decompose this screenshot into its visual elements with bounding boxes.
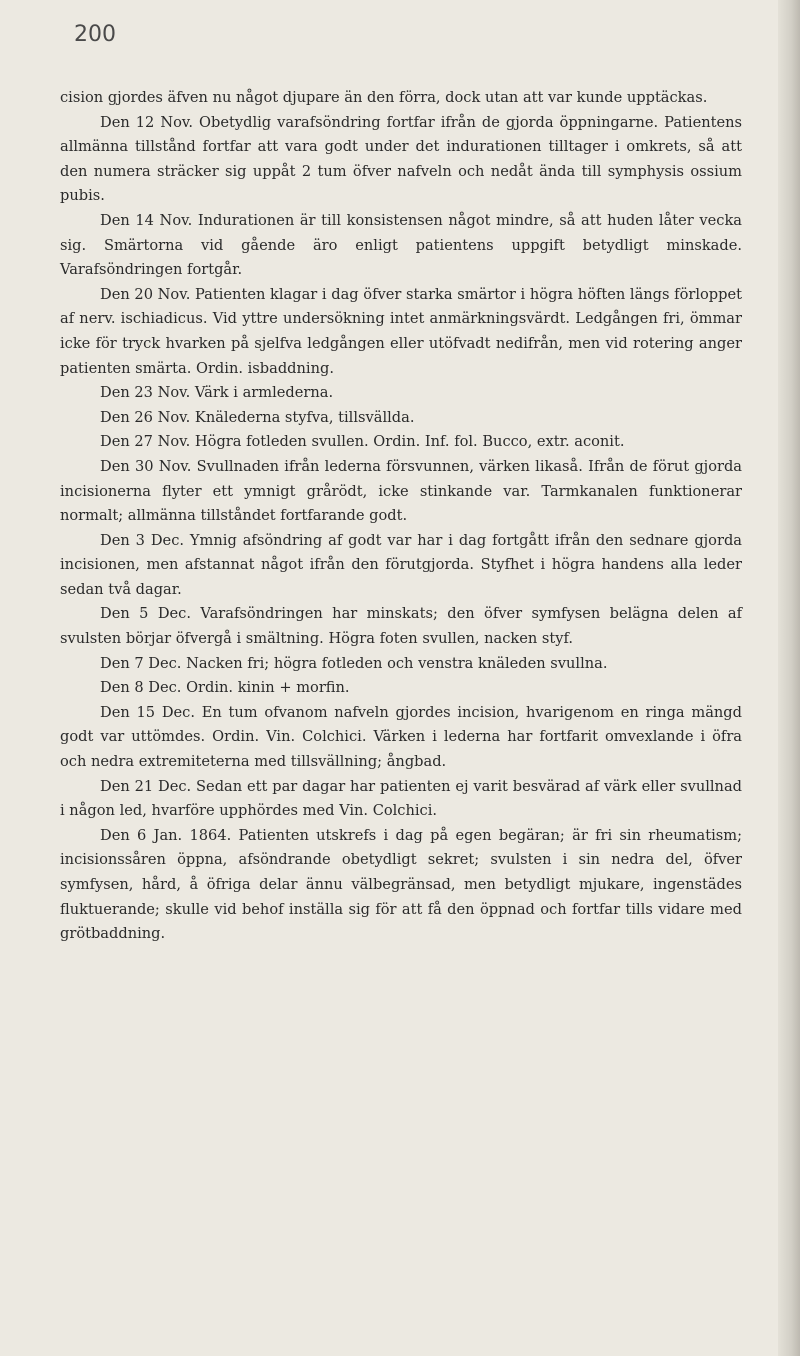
paragraph: Den 14 Nov. Indurationen är till konsistensen något mindre, så att huden låter vecka sig. Smärtorna vid gående äro enligt patientens uppgift betydligt minskade. Varafsöndringen fortgår.	[60, 211, 742, 279]
paragraph: Den 27 Nov. Högra fotleden svullen. Ordin. Inf. fol. Bucco, extr. aconit.	[100, 433, 625, 451]
paragraph: Den 3 Dec. Ymnig afsöndring af godt var har i dag fortgått ifrån den sednare gjorda incisionen, men afstannat något ifrån den förutgjorda. Styfhet i högra handens alla leder sedan två dagar.	[60, 531, 742, 598]
paragraph: Den 5 Dec. Varafsöndringen har minskats; den öfver symfysen belägna delen af svulsten börjar öfvergå i smältning. Högra foten svullen, nacken styf.	[60, 605, 742, 648]
paragraph: cision gjordes äfven nu något djupare än den förra, dock utan att var kunde upptäckas.	[60, 89, 708, 106]
paragraph: Den 21 Dec. Sedan ett par dagar har patienten ej varit besvärad af värk eller svullnad i någon led, hvarföre upphördes med Vin. Colchici.	[60, 777, 742, 820]
paragraph: Den 20 Nov. Patienten klagar i dag öfver starka smärtor i högra höften längs förloppet af nerv. ischiadicus. Vid yttre undersökning intet anmärkningsvärdt. Ledgången fri, ömmar icke för tryck hvarken på sjelfva ledgången eller utöfvadt nedifrån, men vid rotering anger patienten smärta. Ordin. isbaddning.	[60, 285, 742, 377]
paragraph: Den 15 Dec. En tum ofvanom nafveln gjordes incision, hvarigenom en ringa mängd godt var uttömdes. Ordin. Vin. Colchici. Värken i lederna har fortfarit omvexlande i öfra och nedra extremiteterna med tillsvällning; ångbad.	[60, 703, 742, 771]
paragraph: Den 26 Nov. Knälederna styfva, tillsvällda.	[100, 408, 415, 426]
paragraph: Den 8 Dec. Ordin. kinin + morfin.	[100, 679, 350, 697]
page-edge	[778, 0, 800, 1356]
paragraph: Den 23 Nov. Värk i armlederna.	[100, 384, 334, 402]
page-number: 200	[74, 22, 116, 47]
paragraph: Den 12 Nov. Obetydlig varafsöndring fortfar ifrån de gjorda öppningarne. Patientens allmänna tillstånd fortfar att vara godt under det indurationen tilltager i omkrets, så att den numera sträcker sig uppåt 2 tum öfver nafveln och nedåt ända till symphysis ossium pubis.	[60, 113, 742, 205]
paragraph: Den 30 Nov. Svullnaden ifrån lederna försvunnen, värken likaså. Ifrån de förut gjorda incisionerna flyter ett ymnigt grårödt, icke stinkande var. Tarmkanalen funktionerar normalt; allmänna tillståndet fortfarande godt.	[60, 457, 742, 525]
paragraph: Den 7 Dec. Nacken fri; högra fotleden och venstra knäleden svullna.	[100, 654, 608, 672]
paragraph: Den 6 Jan. 1864. Patienten utskrefs i dag på egen begäran; är fri sin rheumatism; incisionssåren öppna, afsöndrande obetydligt sekret; svulsten i sin nedra del, öfver symfysen, hård, å öfriga delar ännu välbegränsad, men betydligt mjukare, ingenstädes fluktuerande; skulle vid behof inställa sig för att få den öppnad och fortfar tills vidare med grötbaddning.	[60, 826, 742, 943]
text-body	[60, 86, 742, 947]
